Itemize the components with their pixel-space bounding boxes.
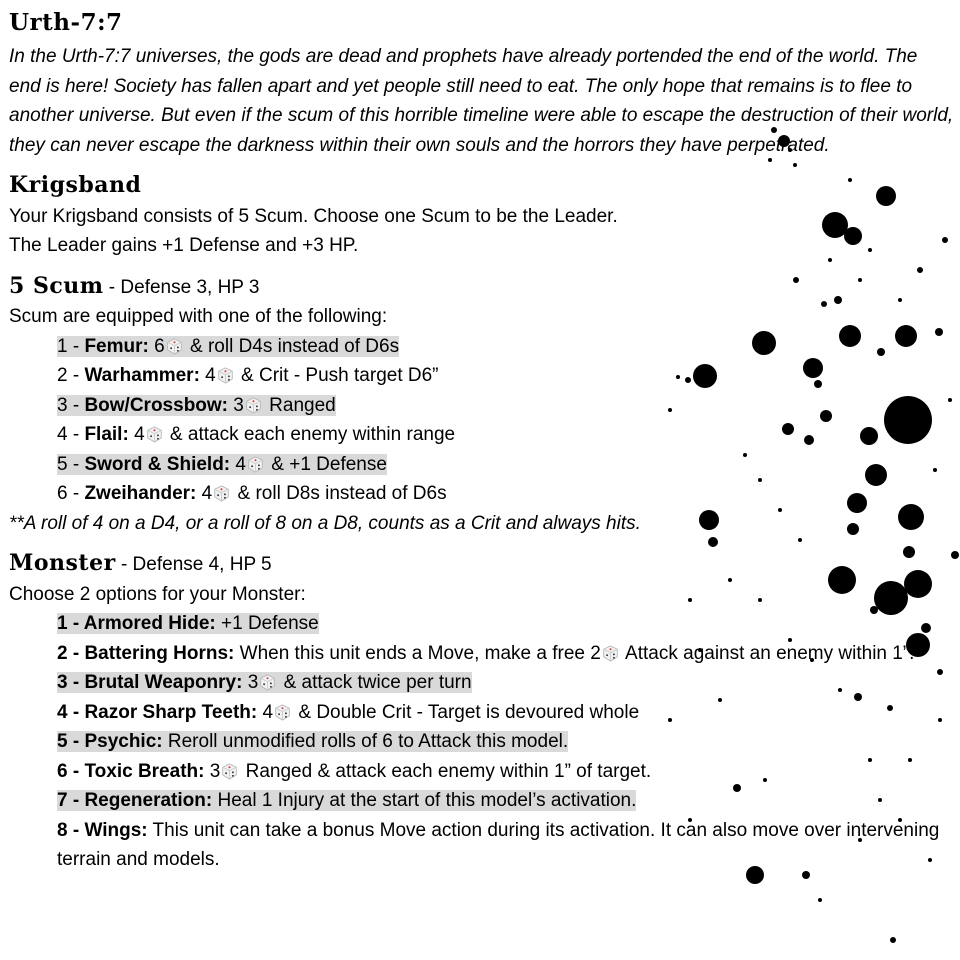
item-number: 1 - [57,335,85,357]
document-body [9,8,954,875]
item-effect: & attack each enemy within range [164,424,456,445]
option-label: 8 - Wings: [57,819,148,841]
monster-stats: - Defense 4, HP 5 [115,554,272,575]
monster-option [57,816,954,875]
highlight [57,336,399,357]
monster-option [57,757,954,787]
item-name: Flail: [84,424,129,445]
scum-equip-intro: Scum are equipped with one of the following: [9,306,388,327]
dice-icon [166,338,183,355]
item-effect: & +1 Defense [266,453,387,475]
item-name: Femur: [84,335,149,357]
highlight [57,395,336,416]
highlight [57,790,636,811]
item-effect: Ranged [263,394,336,416]
dice-icon [245,397,262,414]
scum-heading: 5 Scum [9,272,104,299]
item-name: Bow/Crossbow: [84,394,229,416]
intro-paragraph: In the Urth-7:7 universes, the gods are dead and prophets have already portended the end of the world. The end is here! Society has fallen apart and yet people still need to eat. The only hope that remains is to flee to another universe. But even if the scum of this horrible timeline were able to escape the destruction of their world, they can never escape the darkness within their own souls and the horrors they have perpetrated. [9,46,954,156]
item-number: 3 - [57,394,85,416]
dice-icon [213,485,230,502]
equipment-item [57,361,954,391]
dice-icon [259,674,276,691]
dice-icon [274,704,291,721]
option-label: 5 - Psychic: [57,731,163,752]
highlight [57,672,472,693]
item-name: Warhammer: [84,365,200,386]
dice-icon [221,763,238,780]
equipment-item [57,479,954,509]
equipment-item [57,420,954,450]
krigsband-heading: Krigsband [9,172,142,198]
item-dice-count: 4 [128,424,145,445]
monster-heading-row [9,549,954,580]
item-dice-count: 4 [230,453,246,475]
option-label: 3 - Brutal Weaponry: [57,672,243,693]
option-text: & attack twice per turn [278,672,472,693]
item-number: 4 - [57,424,85,445]
option-text: 4 [257,701,274,723]
krigsband-line-1: Your Krigsband consists of 5 Scum. Choose one Scum to be the Leader. [9,205,618,227]
item-effect: & roll D8s instead of D6s [232,483,447,504]
item-number: 2 - [57,365,85,386]
item-dice-count: 6 [148,335,165,357]
scum-heading-row [9,272,954,303]
option-label: 2 - Battering Horns: [57,642,235,664]
monster-option [57,727,954,757]
option-label: 6 - Toxic Breath: [57,760,205,782]
crit-note: **A roll of 4 on a D4, or a roll of 8 on a D8, counts as a Crit and always hits. [9,512,641,534]
option-label: 1 - Armored Hide: [57,613,216,634]
option-text: Heal 1 Injury at the start of this model’s activation. [212,790,637,811]
option-text: Attack against an enemy within 1”. [620,642,915,664]
equipment-item [57,450,954,480]
highlight [57,731,568,752]
monster-heading: Monster [9,550,116,576]
dice-icon [217,367,234,384]
scum-stats: - Defense 3, HP 3 [103,276,260,298]
option-text: 3 [204,760,221,782]
option-label: 4 - Razor Sharp Teeth: [57,701,258,723]
option-text: 3 [242,672,259,693]
item-dice-count: 4 [196,483,213,504]
option-text: This unit can take a bonus Move action during its activation. It can also move over intervening terrain and models. [57,819,940,870]
page-title: Urth-7:7 [9,9,123,36]
item-dice-count: 3 [228,394,244,416]
item-name: Zweihander: [84,483,197,504]
scum-equipment-list [9,332,954,509]
option-text: +1 Defense [215,613,319,634]
item-name: Sword & Shield: [84,453,231,475]
item-number: 5 - [57,453,85,475]
option-text: Reroll unmodified rolls of 6 to Attack this model. [162,731,569,752]
option-text: & Double Crit - Target is devoured whole [293,701,640,723]
highlight [57,613,319,634]
option-text: Ranged & attack each enemy within 1” of target. [240,760,652,782]
equipment-item [57,391,954,421]
monster-option [57,786,954,816]
item-effect: & roll D4s instead of D6s [184,335,400,357]
dice-icon [602,645,619,662]
option-text: When this unit ends a Move, make a free 2 [234,642,601,664]
monster-options-list [9,609,954,875]
highlight [57,454,387,475]
monster-choose-text: Choose 2 options for your Monster: [9,583,306,605]
equipment-item [57,332,954,362]
item-dice-count: 4 [199,365,216,386]
dice-icon [146,426,163,443]
dice-icon [247,456,264,473]
monster-option [57,609,954,639]
krigsband-line-2: The Leader gains +1 Defense and +3 HP. [9,235,359,256]
krigsband-heading-row [9,171,954,202]
item-number: 6 - [57,483,85,504]
option-label: 7 - Regeneration: [57,790,213,811]
monster-option [57,698,954,728]
monster-option [57,639,954,669]
monster-option [57,668,954,698]
item-effect: & Crit - Push target D6” [235,365,439,386]
